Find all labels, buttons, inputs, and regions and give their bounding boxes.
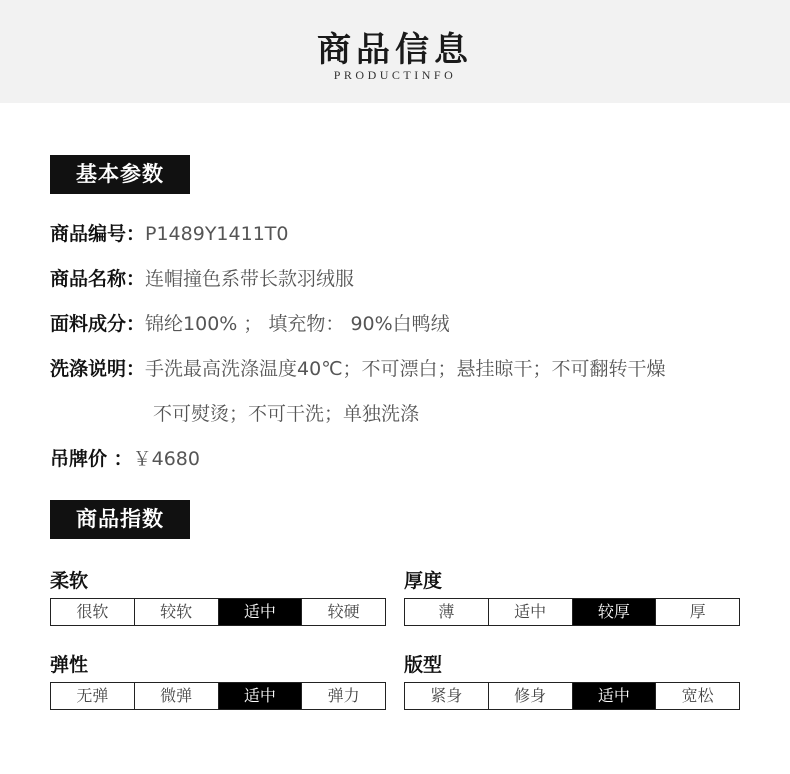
scale-option: 厚 (655, 599, 739, 625)
param-value: P1489Y1411T0 (145, 223, 289, 245)
section-tag-basic: 基本参数 (50, 155, 190, 194)
section-tag-index: 商品指数 (50, 500, 190, 539)
scale-option: 较硬 (301, 599, 385, 625)
page-header (0, 0, 790, 103)
scale-option: 修身 (488, 683, 572, 709)
scale-option-selected: 适中 (218, 683, 302, 709)
scale-softness (50, 598, 386, 626)
scale-option-selected: 适中 (572, 683, 656, 709)
scale-option-selected: 适中 (218, 599, 302, 625)
param-label: 商品名称： (50, 268, 146, 290)
param-value: 手洗最高洗涤温度40℃；不可漂白；悬挂晾干；不可翻转干燥 (145, 358, 666, 380)
param-row-fabric (50, 311, 450, 337)
scale-thickness (404, 598, 740, 626)
scale-option: 较软 (134, 599, 218, 625)
scale-title-softness: 柔软 (50, 570, 89, 592)
scale-option-selected: 较厚 (572, 599, 656, 625)
scale-option: 很软 (76, 602, 109, 621)
param-row-product-name (50, 266, 354, 292)
param-label: 面料成分： (50, 313, 146, 335)
scale-option: 薄 (438, 602, 455, 621)
param-value: ￥4680 (132, 448, 200, 470)
header-title: 商品信息 (317, 30, 473, 70)
scale-elasticity (50, 682, 386, 710)
param-label: 商品编号： (50, 223, 146, 245)
param-washing-continued: 不可熨烫；不可干洗；单独洗涤 (153, 403, 420, 425)
scale-option: 紧身 (430, 686, 463, 705)
param-row-product-code (50, 221, 288, 247)
header-subtitle: PRODUCTINFO (333, 68, 457, 82)
scale-title-fit: 版型 (404, 654, 443, 676)
scale-title-elasticity: 弹性 (50, 654, 89, 676)
scale-option: 微弹 (134, 683, 218, 709)
param-label: 洗涤说明： (50, 358, 146, 380)
scale-title-thickness: 厚度 (404, 570, 443, 592)
param-value: 锦纶100% ； 填充物： 90%白鸭绒 (145, 313, 450, 335)
scale-option: 弹力 (301, 683, 385, 709)
scale-option: 适中 (488, 599, 572, 625)
param-value: 连帽撞色系带长款羽绒服 (145, 268, 355, 290)
scale-option: 无弹 (76, 686, 109, 705)
param-label: 吊牌价 ： (50, 448, 133, 470)
scale-option: 宽松 (655, 683, 739, 709)
param-row-washing (50, 356, 666, 382)
param-row-tag-price (50, 446, 200, 472)
scale-fit (404, 682, 740, 710)
